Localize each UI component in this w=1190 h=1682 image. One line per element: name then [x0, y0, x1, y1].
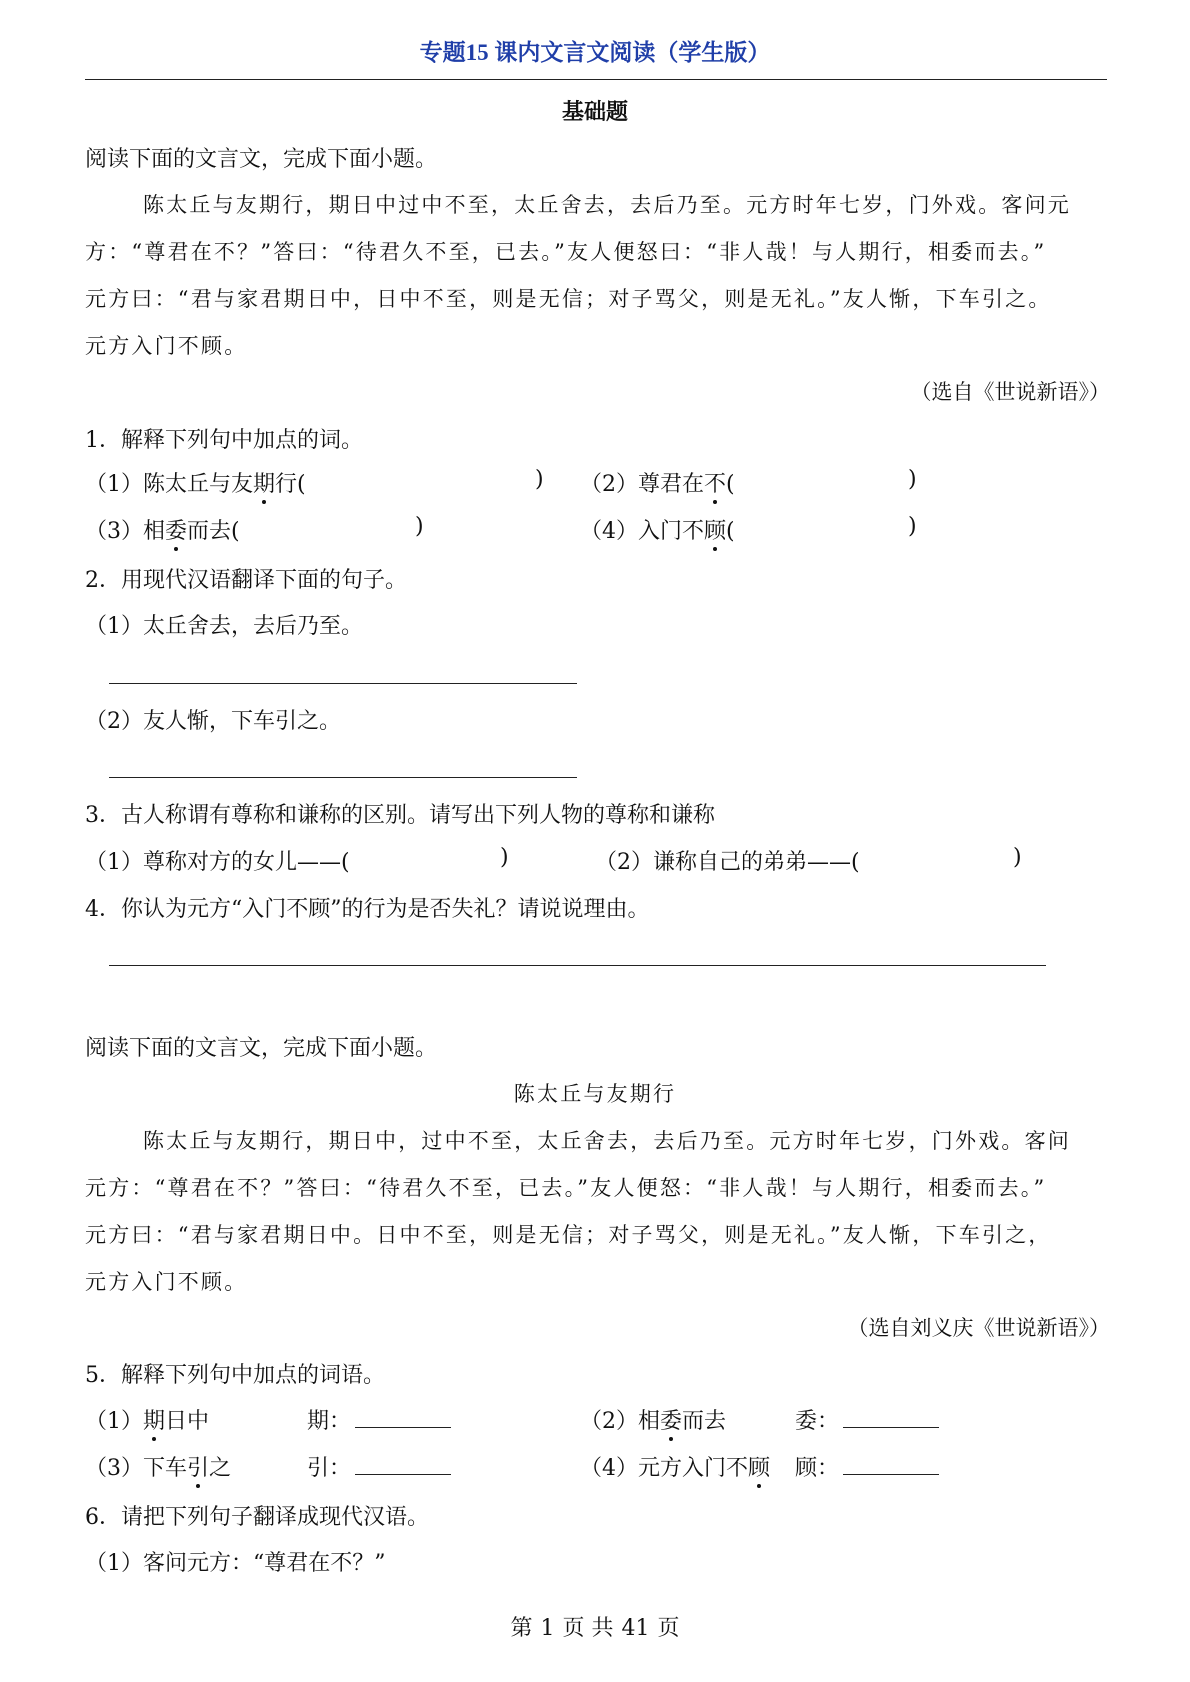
part2-passage-line-2: 元方：“尊君在不？”答曰：“待君久不至，已去。”友人便怒：“非人哉！与人期行，相委而去。”: [85, 1176, 1047, 1200]
section-title: 基础题: [561, 99, 628, 125]
question-3-stem: 3．古人称谓有尊称和谦称的区别。请写出下列人物的尊称和谦称: [85, 803, 715, 828]
part1-passage-line-3: 元方曰：“君与家君期日中，日中不至，则是无信；对子骂父，则是无礼。”友人惭，下车引之。: [85, 287, 1052, 311]
emphasis-dot-word: 顾: [704, 514, 726, 545]
answer-blank[interactable]: [355, 1409, 451, 1428]
emphasis-dot-word: 期: [143, 1404, 165, 1435]
part1-intro: 阅读下面的文言文，完成下面小题。: [85, 147, 438, 172]
part1-passage-line-1: 陈太丘与友期行，期日中过中不至，太丘舍去，去后乃至。元方时年七岁，门外戏。客问元: [143, 193, 1071, 217]
question-1-item-1: （1）陈太丘与友期行(: [85, 467, 306, 498]
question-5-stem: 5．解释下列句中加点的词语。: [85, 1363, 385, 1388]
question-2-stem: 2．用现代汉语翻译下面的句子。: [85, 568, 407, 593]
question-2-item-1: （1）太丘舍去，去后乃至。: [85, 614, 363, 639]
question-1-item-3-close: ): [415, 514, 424, 539]
emphasis-dot-word: 不: [704, 467, 726, 498]
question-6-item-1: （1）客问元方：“尊君在不？”: [85, 1551, 386, 1576]
question-1-item-3: （3）相委而去(: [85, 514, 240, 545]
document-title: 专题15 课内文言文阅读（学生版）: [419, 40, 771, 65]
question-5-item-4-answer[interactable]: 顾：: [795, 1451, 939, 1482]
answer-line[interactable]: [109, 683, 577, 684]
question-3-item-2: （2）谦称自己的弟弟——(: [595, 850, 860, 875]
header-divider: [85, 79, 1107, 80]
emphasis-dot-word: 引: [187, 1451, 209, 1482]
question-5-item-2-answer[interactable]: 委：: [795, 1404, 939, 1435]
emphasis-dot-word: 期: [253, 467, 275, 498]
question-1-item-2: （2）尊君在不(: [580, 467, 735, 498]
part2-source: （选自刘义庆《世说新语》）: [847, 1316, 1110, 1340]
page-total: 41: [621, 1616, 650, 1641]
part2-passage-line-3: 元方曰：“君与家君期日中。日中不至，则是无信；对子骂父，则是无礼。”友人惭，下车引之，: [85, 1223, 1052, 1247]
question-1-item-1-close: ): [535, 467, 544, 492]
question-3-item-1-close: ): [500, 845, 509, 870]
part2-passage-line-1: 陈太丘与友期行，期日中，过中不至，太丘舍去，去后乃至。元方时年七岁，门外戏。客问: [143, 1129, 1071, 1153]
question-5-item-1-answer[interactable]: 期：: [307, 1404, 451, 1435]
page-number: 1: [540, 1616, 555, 1641]
emphasis-dot-word: 委: [660, 1404, 682, 1435]
emphasis-dot-word: 顾: [748, 1451, 770, 1482]
answer-blank[interactable]: [843, 1409, 939, 1428]
emphasis-dot-word: 委: [165, 514, 187, 545]
answer-line[interactable]: [109, 965, 1046, 966]
answer-blank[interactable]: [355, 1456, 451, 1475]
part2-passage-title: 陈太丘与友期行: [513, 1082, 677, 1106]
question-5-item-2: （2）相委而去: [580, 1404, 726, 1435]
part1-passage-line-4: 元方入门不顾。: [85, 334, 248, 358]
part2-intro: 阅读下面的文言文，完成下面小题。: [85, 1036, 438, 1061]
question-4-stem: 4．你认为元方“入门不顾”的行为是否失礼？请说说理由。: [85, 897, 650, 922]
page-footer: 第 1 页 共 41 页: [510, 1616, 680, 1641]
answer-blank[interactable]: [843, 1456, 939, 1475]
question-3-item-1: （1）尊称对方的女儿——(: [85, 850, 350, 875]
question-2-item-2: （2）友人惭，下车引之。: [85, 709, 341, 734]
question-1-item-4-close: ): [908, 514, 917, 539]
question-1-item-4: （4）入门不顾(: [580, 514, 735, 545]
question-5-item-1: （1）期日中: [85, 1404, 209, 1435]
question-6-stem: 6．请把下列句子翻译成现代汉语。: [85, 1505, 429, 1530]
part1-source: （选自《世说新语》）: [910, 380, 1110, 404]
question-3-item-2-close: ): [1013, 845, 1022, 870]
question-5-item-3: （3）下车引之: [85, 1451, 231, 1482]
question-1-stem: 1．解释下列句中加点的词。: [85, 428, 363, 453]
question-5-item-3-answer[interactable]: 引：: [307, 1451, 451, 1482]
question-5-item-4: （4）元方入门不顾: [580, 1451, 770, 1482]
part1-passage-line-2: 方：“尊君在不？”答曰：“待君久不至，已去。”友人便怒曰：“非人哉！与人期行，相委而去。”: [85, 240, 1047, 264]
part2-passage-line-4: 元方入门不顾。: [85, 1270, 248, 1294]
answer-line[interactable]: [109, 777, 577, 778]
question-1-item-2-close: ): [908, 467, 917, 492]
